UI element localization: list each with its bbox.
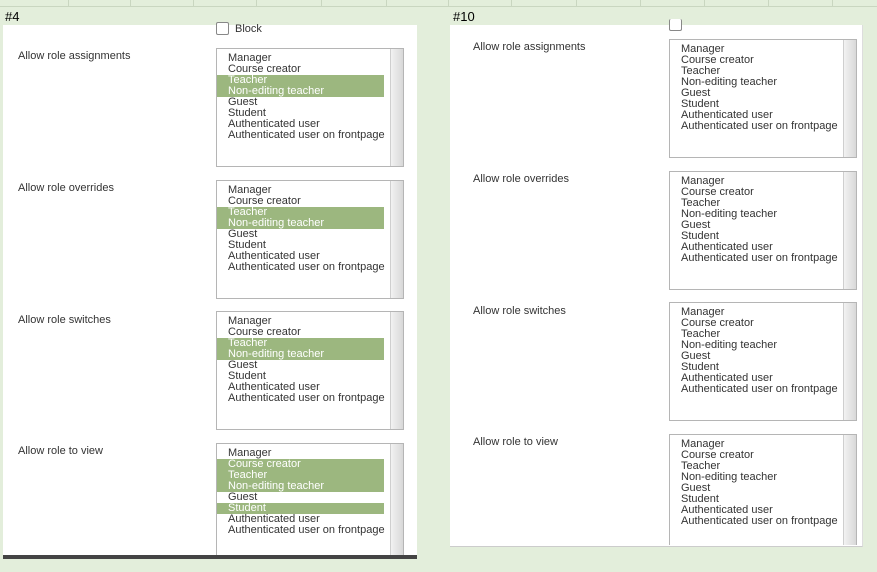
listbox-option[interactable]: Student	[681, 361, 719, 373]
listbox-option[interactable]: Student	[228, 107, 266, 119]
listbox-option[interactable]: Authenticated user	[681, 372, 773, 384]
listbox-option[interactable]: Manager	[681, 306, 725, 318]
listbox-option[interactable]: Guest	[681, 482, 711, 494]
block-checkbox-row-cut[interactable]	[669, 19, 682, 31]
listbox-option[interactable]: Authenticated user	[228, 118, 320, 130]
listbox-option[interactable]: Authenticated user	[228, 381, 320, 393]
listbox-option[interactable]: Teacher	[217, 338, 384, 349]
listbox-option[interactable]: Teacher	[217, 470, 384, 481]
listbox-option[interactable]: Authenticated user on frontpage	[681, 515, 838, 527]
listbox-option[interactable]: Course creator	[228, 63, 301, 75]
grid-line	[576, 0, 577, 6]
grid-line	[832, 0, 833, 6]
role-view-listbox[interactable]	[669, 434, 857, 545]
listbox-scrollbar[interactable]	[843, 435, 856, 545]
grid-line	[321, 0, 322, 6]
listbox-option[interactable]: Guest	[228, 96, 258, 108]
grid-line	[130, 0, 131, 6]
listbox-option[interactable]: Teacher	[681, 65, 721, 77]
grid-line	[256, 0, 257, 6]
listbox-option[interactable]: Manager	[228, 447, 272, 459]
listbox-option[interactable]: Non-editing teacher	[217, 218, 384, 229]
role-view-listbox[interactable]	[216, 443, 404, 556]
role-overrides-listbox[interactable]	[216, 180, 404, 299]
grid-line	[640, 0, 641, 6]
listbox-option[interactable]: Authenticated user	[681, 109, 773, 121]
listbox-option[interactable]: Non-editing teacher	[217, 481, 384, 492]
listbox-option[interactable]: Guest	[228, 491, 258, 503]
listbox-option[interactable]: Manager	[228, 184, 272, 196]
grid-line	[386, 0, 387, 6]
row-label-allow-role-switches: Allow role switches	[473, 305, 566, 317]
grid-line	[511, 0, 512, 6]
cell-label-right: #10	[453, 9, 475, 24]
block-checkbox[interactable]	[669, 19, 682, 31]
horizontal-scrollbar[interactable]	[3, 555, 417, 559]
listbox-option[interactable]: Manager	[228, 315, 272, 327]
listbox-scrollbar[interactable]	[843, 172, 856, 289]
listbox-option[interactable]: Non-editing teacher	[217, 86, 384, 97]
listbox-option[interactable]: Non-editing teacher	[681, 339, 778, 351]
listbox-option[interactable]: Guest	[228, 359, 258, 371]
listbox-option[interactable]: Student	[228, 370, 266, 382]
grid-line	[704, 0, 705, 6]
listbox-option[interactable]: Guest	[228, 228, 258, 240]
role-assignments-listbox[interactable]	[669, 39, 857, 158]
grid-line	[193, 0, 194, 6]
grid-line	[448, 0, 449, 6]
listbox-option[interactable]: Course creator	[228, 326, 301, 338]
listbox-option[interactable]: Course creator	[681, 449, 754, 461]
grid-line	[68, 0, 69, 6]
listbox-option[interactable]: Authenticated user on frontpage	[228, 392, 385, 404]
role-switches-listbox[interactable]	[669, 302, 857, 421]
row-label-allow-role-assignments: Allow role assignments	[473, 41, 586, 53]
spreadsheet-column-strip	[0, 0, 877, 7]
listbox-option[interactable]: Student	[681, 493, 719, 505]
listbox-option[interactable]: Manager	[681, 175, 725, 187]
listbox-option[interactable]: Teacher	[217, 207, 384, 218]
listbox-option[interactable]: Authenticated user on frontpage	[681, 383, 838, 395]
row-label-allow-role-assignments: Allow role assignments	[18, 50, 131, 62]
role-overrides-listbox[interactable]	[669, 171, 857, 290]
listbox-option[interactable]: Authenticated user on frontpage	[228, 261, 385, 273]
listbox-option[interactable]: Course creator	[217, 459, 384, 470]
listbox-scrollbar[interactable]	[390, 181, 403, 298]
row-label-allow-role-to-view: Allow role to view	[18, 445, 103, 457]
role-switches-listbox[interactable]	[216, 311, 404, 430]
role-assignments-listbox[interactable]	[216, 48, 404, 167]
listbox-option[interactable]: Student	[228, 239, 266, 251]
listbox-option[interactable]: Teacher	[681, 460, 721, 472]
listbox-option[interactable]: Non-editing teacher	[217, 349, 384, 360]
listbox-option[interactable]: Authenticated user	[681, 504, 773, 516]
listbox-option[interactable]: Non-editing teacher	[681, 208, 778, 220]
listbox-option[interactable]: Non-editing teacher	[681, 76, 778, 88]
listbox-option[interactable]: Authenticated user on frontpage	[228, 524, 385, 536]
row-label-allow-role-overrides: Allow role overrides	[473, 173, 569, 185]
listbox-scrollbar[interactable]	[390, 49, 403, 166]
row-label-allow-role-switches: Allow role switches	[18, 314, 111, 326]
role-settings-panel-10	[450, 25, 863, 547]
listbox-option[interactable]: Guest	[681, 87, 711, 99]
listbox-scrollbar[interactable]	[390, 312, 403, 429]
cell-label-left: #4	[5, 9, 20, 24]
listbox-scrollbar[interactable]	[390, 444, 403, 556]
listbox-option[interactable]: Authenticated user on frontpage	[681, 252, 838, 264]
listbox-option[interactable]: Student	[681, 98, 719, 110]
listbox-scrollbar[interactable]	[843, 40, 856, 157]
listbox-option[interactable]: Teacher	[681, 197, 721, 209]
listbox-option[interactable]: Teacher	[217, 75, 384, 86]
listbox-option[interactable]: Authenticated user on frontpage	[681, 120, 838, 132]
listbox-option[interactable]: Teacher	[681, 328, 721, 340]
listbox-option[interactable]: Course creator	[228, 195, 301, 207]
listbox-option[interactable]: Authenticated user on frontpage	[228, 129, 385, 141]
listbox-option[interactable]: Authenticated user	[681, 241, 773, 253]
listbox-option[interactable]: Authenticated user	[228, 513, 320, 525]
block-checkbox[interactable]	[216, 22, 229, 35]
listbox-option[interactable]: Guest	[681, 219, 711, 231]
listbox-option[interactable]: Course creator	[681, 317, 754, 329]
grid-line	[768, 0, 769, 6]
block-checkbox-row[interactable]	[216, 22, 262, 35]
row-label-allow-role-overrides: Allow role overrides	[18, 182, 114, 194]
block-checkbox-label: Block	[235, 22, 262, 35]
listbox-option[interactable]: Guest	[681, 350, 711, 362]
listbox-option[interactable]: Manager	[681, 438, 725, 450]
listbox-option[interactable]: Authenticated user	[228, 250, 320, 262]
listbox-option[interactable]: Manager	[228, 52, 272, 64]
listbox-scrollbar[interactable]	[843, 303, 856, 420]
listbox-option[interactable]: Course creator	[681, 186, 754, 198]
listbox-option[interactable]: Course creator	[681, 54, 754, 66]
listbox-option[interactable]: Student	[217, 503, 384, 514]
listbox-option[interactable]: Manager	[681, 43, 725, 55]
role-settings-panel-4	[3, 22, 417, 555]
listbox-option[interactable]: Student	[681, 230, 719, 242]
listbox-option[interactable]: Non-editing teacher	[681, 471, 778, 483]
row-label-allow-role-to-view: Allow role to view	[473, 436, 558, 448]
